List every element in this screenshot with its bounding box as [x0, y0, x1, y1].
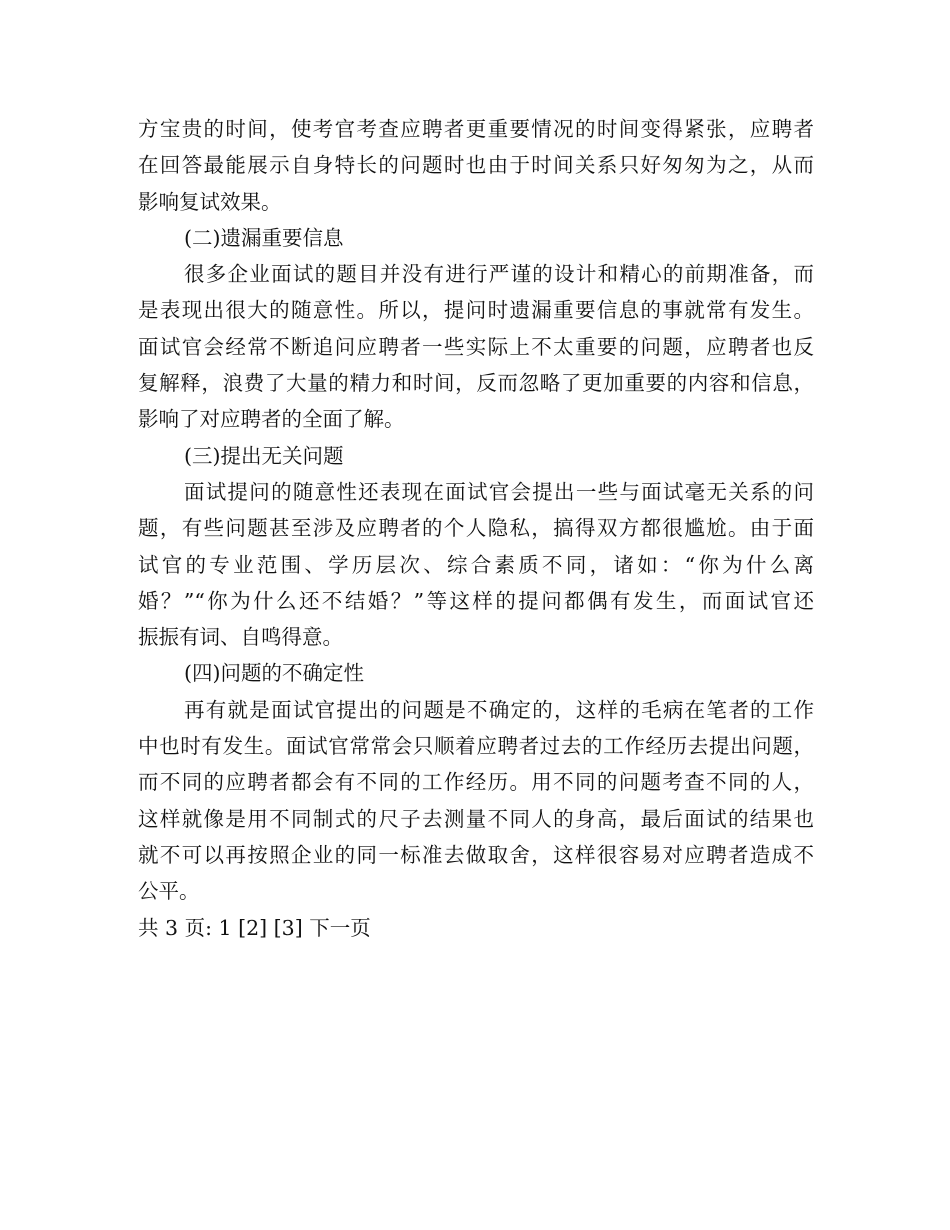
pagination — [138, 910, 814, 946]
page-3-link[interactable]: [3] — [273, 915, 303, 940]
section-heading-3 — [138, 438, 814, 474]
text-line: 再有就是面试官提出的问题是不确定的，这样的毛病在笔者的工作 — [184, 697, 814, 722]
text-line: 复解释，浪费了大量的精力和时间，反而忽略了更加重要的内容和信息， — [138, 371, 814, 396]
pagination-prefix: 共 3 页: — [138, 915, 219, 940]
document-page — [138, 111, 814, 946]
page-1-current: 1 — [218, 915, 232, 940]
section-heading-2 — [138, 220, 814, 256]
paragraph-continuation — [138, 111, 814, 220]
section-heading-4 — [138, 655, 814, 691]
text-line: 很多企业面试的题目并没有进行严谨的设计和精心的前期准备，而 — [184, 262, 814, 287]
text-line: 在回答最能展示自身特长的问题时也由于时间关系只好匆匆为之，从而 — [138, 153, 814, 178]
paragraph-irrelevant-questions — [138, 474, 814, 655]
text-line: 面试官会经常不断追问应聘者一些实际上不太重要的问题，应聘者也反 — [138, 334, 814, 359]
text-line: 方宝贵的时间，使考官考查应聘者更重要情况的时间变得紧张，应聘者 — [138, 117, 814, 141]
paragraph-uncertain-questions — [138, 692, 814, 910]
text-line: 公平。 — [138, 879, 200, 904]
next-page-link[interactable]: 下一页 — [309, 915, 371, 940]
text-line: 而不同的应聘者都会有不同的工作经历。用不同的问题考查不同的人， — [138, 770, 814, 795]
text-line: 就不可以再按照企业的同一标准去做取舍，这样很容易对应聘者造成不 — [138, 842, 814, 867]
text-line: 影响复试效果。 — [138, 189, 282, 214]
text-line: 振振有词、自鸣得意。 — [138, 625, 343, 650]
text-line: 中也时有发生。面试官常常会只顺着应聘者过去的工作经历去提出问题， — [138, 734, 814, 759]
paragraph-omit-info — [138, 256, 814, 437]
heading-text: (二)遗漏重要信息 — [184, 225, 344, 250]
heading-text: (四)问题的不确定性 — [184, 661, 364, 686]
text-line: 试官的专业范围、学历层次、综合素质不同，诸如：“你为什么离 — [138, 552, 814, 577]
text-line: 这样就像是用不同制式的尺子去测量不同人的身高，最后面试的结果也 — [138, 806, 814, 831]
text-line: 是表现出很大的随意性。所以，提问时遗漏重要信息的事就常有发生。 — [138, 298, 814, 323]
page-2-link[interactable]: [2] — [238, 915, 268, 940]
text-line: 影响了对应聘者的全面了解。 — [138, 407, 405, 432]
text-line: 婚？”“你为什么还不结婚？”等这样的提问都偶有发生，而面试官还 — [138, 588, 814, 613]
text-line: 题，有些问题甚至涉及应聘者的个人隐私，搞得双方都很尴尬。由于面 — [138, 516, 814, 541]
heading-text: (三)提出无关问题 — [184, 443, 344, 468]
text-line: 面试提问的随意性还表现在面试官会提出一些与面试毫无关系的问 — [184, 479, 814, 504]
